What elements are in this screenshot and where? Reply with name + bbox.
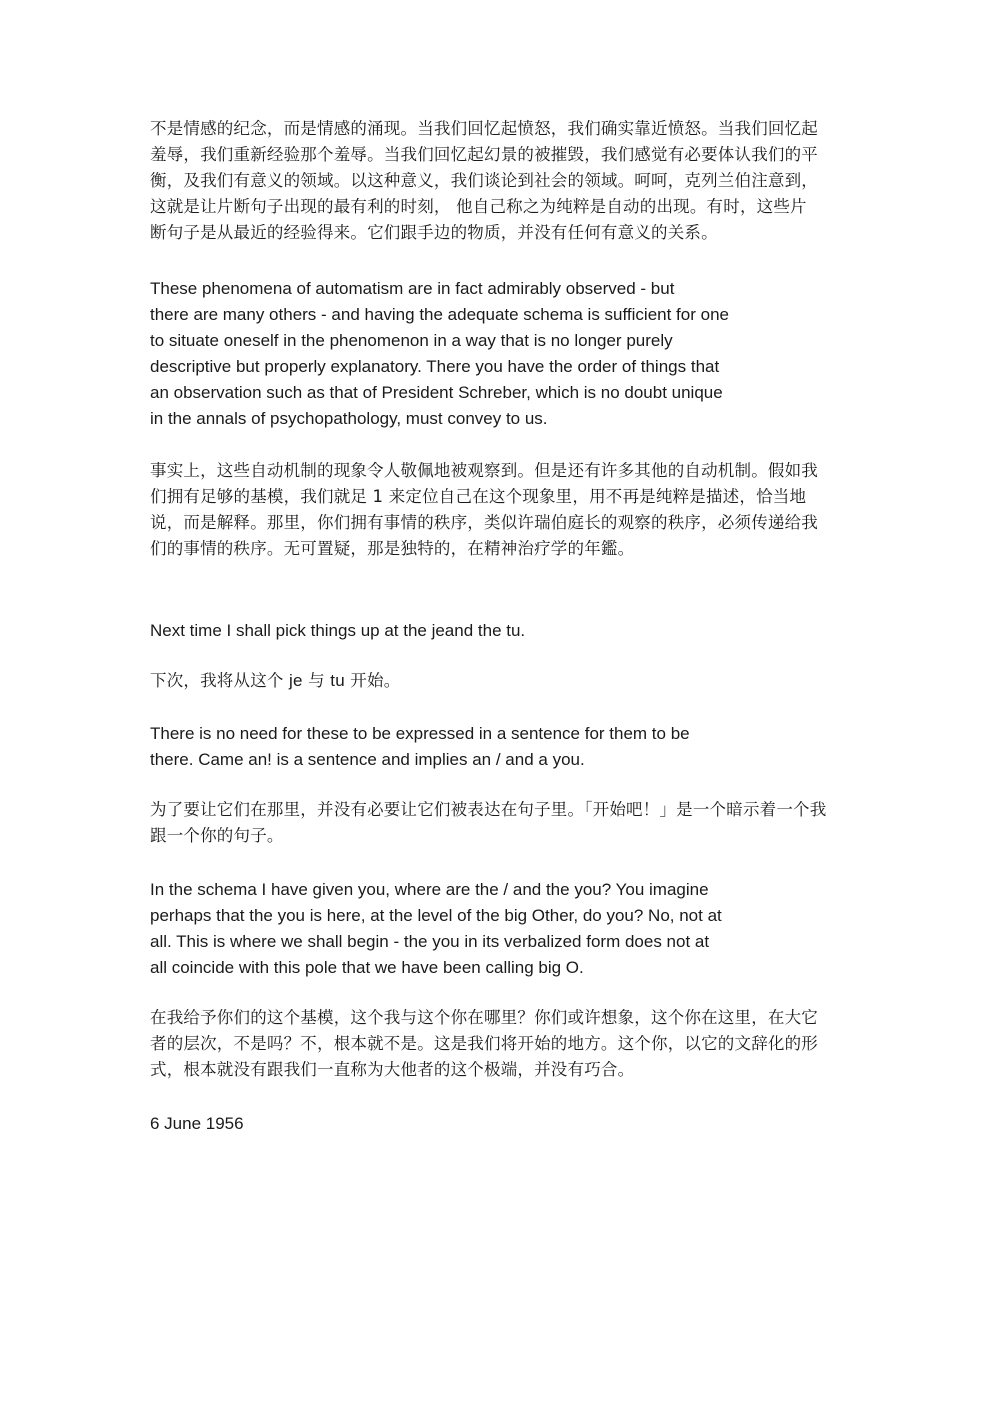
text-line: 为了要让它们在那里，并没有必要让它们被表达在句子里。「开始吧！」是一个暗示着一个我 — [150, 800, 827, 819]
text-line: 们拥有足够的基模，我们就足 1 来定位自己在这个现象里，用不再是纯粹是描述，恰当地 — [150, 487, 807, 506]
english-paragraph-3 — [150, 721, 750, 773]
text-line: an observation such as that of President Schreber, which is no doubt unique — [150, 383, 723, 402]
text-line: there. Came an! is a sentence and implies an / and a you. — [150, 750, 585, 769]
text-segment: 下次，我将从这个 — [150, 671, 290, 690]
text-line: all. This is where we shall begin - the you in its verbalized form does not at — [150, 932, 710, 951]
text-line: descriptive but properly explanatory. There you have the order of things that — [150, 357, 720, 376]
text-line: 不是情感的纪念，而是情感的涌现。当我们回忆起愤怒，我们确实靠近愤怒。当我们回忆起 — [150, 119, 818, 138]
chinese-paragraph-5 — [150, 1005, 850, 1083]
text-line: to situate oneself in the phenomenon in a way that is no longer purely — [150, 331, 673, 350]
text-line: 跟一个你的句子。 — [150, 826, 284, 845]
text-line — [150, 668, 850, 694]
date-line — [150, 1111, 750, 1137]
text-line: perhaps that the you is here, at the level of the big Other, do you? No, not at — [150, 906, 722, 925]
text-line: There is no need for these to be expressed in a sentence for them to be — [150, 724, 690, 743]
text-line: 式，根本就没有跟我们一直称为大他者的这个极端，并没有巧合。 — [150, 1060, 635, 1079]
chinese-paragraph-1 — [150, 116, 850, 246]
chinese-paragraph-4 — [150, 797, 850, 849]
text-line: These phenomena of automatism are in fact admirably observed - but — [150, 279, 675, 298]
text-line: 这就是让片断句子出现的最有利的时刻， 他自己称之为纯粹是自动的出现。有时，这些片 — [150, 197, 807, 216]
text-line: 者的层次，不是吗？不，根本就不是。这是我们将开始的地方。这个你，以它的文辞化的形 — [150, 1034, 818, 1053]
text-line: Next time I shall pick things up at the jeand the tu. — [150, 621, 526, 640]
text-line: there are many others - and having the adequate schema is sufficient for one — [150, 305, 729, 324]
tu-term: tu — [330, 671, 345, 690]
text-line: 衡，及我们有意义的领域。以这种意义，我们谈论到社会的领域。呵呵，克列兰伯注意到， — [150, 171, 818, 190]
text-line: In the schema I have given you, where are the / and the you? You imagine — [150, 880, 709, 899]
text-line: 事实上，这些自动机制的现象令人敬佩地被观察到。但是还有许多其他的自动机制。假如我 — [150, 461, 818, 480]
text-line: 羞辱，我们重新经验那个羞辱。当我们回忆起幻景的被摧毁，我们感觉有必要体认我们的平 — [150, 145, 818, 164]
chinese-paragraph-3 — [150, 668, 850, 694]
text-line: 在我给予你们的这个基模，这个我与这个你在哪里？你们或许想象，这个你在这里，在大它 — [150, 1008, 818, 1027]
text-line: all coincide with this pole that we have been calling big O. — [150, 958, 584, 977]
chinese-paragraph-2 — [150, 458, 850, 562]
date-text: 6 June 1956 — [150, 1114, 244, 1133]
text-line: 断句子是从最近的经验得来。它们跟手边的物质，并没有任何有意义的关系。 — [150, 223, 718, 242]
document-page — [150, 116, 850, 1137]
text-line: 说，而是解释。那里，你们拥有事情的秩序，类似许瑞伯庭长的观察的秩序，必须传递给我 — [150, 513, 818, 532]
english-paragraph-1 — [150, 276, 750, 432]
text-segment: 与 — [302, 671, 331, 690]
text-line: in the annals of psychopathology, must convey to us. — [150, 409, 548, 428]
text-line: 们的事情的秩序。无可置疑，那是独特的，在精神治疗学的年鑑。 — [150, 539, 635, 558]
text-segment: 开始。 — [344, 671, 401, 690]
english-paragraph-4 — [150, 877, 750, 981]
je-term: je — [289, 671, 303, 690]
english-paragraph-2 — [150, 618, 750, 644]
